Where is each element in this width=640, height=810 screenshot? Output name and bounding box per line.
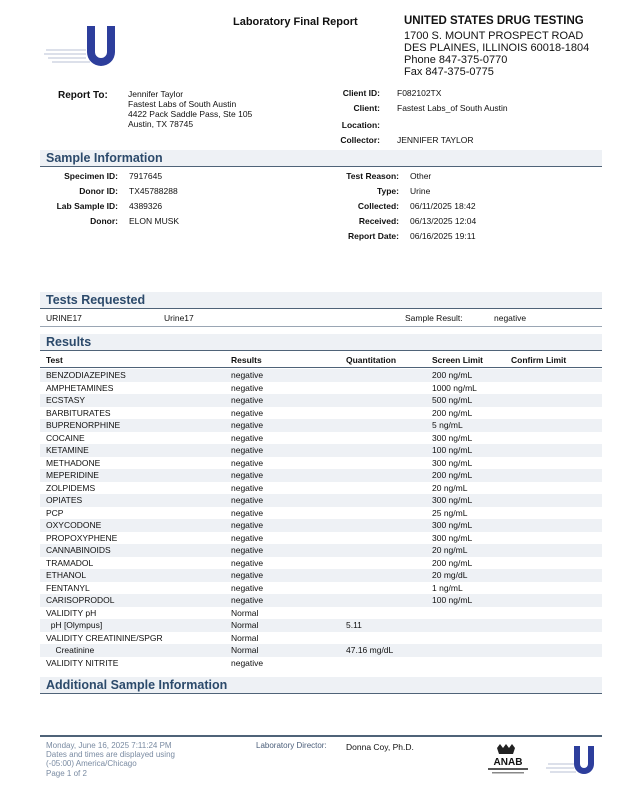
result-cell: negative xyxy=(231,520,264,530)
table-row xyxy=(40,369,602,382)
footer-tz-line-1: Dates and times are displayed using xyxy=(46,750,175,759)
result-cell: negative xyxy=(231,420,264,430)
sample-info-header xyxy=(40,150,602,167)
test-name-cell: BARBITURATES xyxy=(46,407,111,418)
donor-id-label: Donor ID: xyxy=(79,186,118,196)
screen-limit-cell: 100 ng/mL xyxy=(432,445,473,455)
test-name-cell: BUPRENORPHINE xyxy=(46,420,121,430)
test-name-cell: pH [Olympus] xyxy=(46,620,103,630)
test-name-cell: ETHANOL xyxy=(46,570,87,580)
collector-label: Collector: xyxy=(340,135,380,145)
table-row xyxy=(40,532,602,545)
table-row xyxy=(40,644,602,657)
col-quantitation: Quantitation xyxy=(346,355,397,365)
result-cell: negative xyxy=(231,370,264,380)
test-name-cell: VALIDITY NITRITE xyxy=(46,657,119,668)
sample-right-labels xyxy=(320,169,399,244)
result-cell: negative xyxy=(231,595,264,605)
client-id-value: F082102TX xyxy=(397,88,442,98)
test-name-cell: ECSTASY xyxy=(46,395,86,405)
type-label: Type: xyxy=(376,186,399,196)
table-row xyxy=(40,569,602,582)
result-cell: negative xyxy=(231,395,264,405)
report-to-line: 4422 Pack Saddle Pass, Ste 105 xyxy=(128,109,253,119)
specimen-id-value: 7917645 xyxy=(129,171,163,181)
table-row xyxy=(40,657,602,670)
tests-requested-title: Tests Requested xyxy=(46,293,146,307)
location-label: Location: xyxy=(341,120,380,130)
test-reason-label: Test Reason: xyxy=(346,171,399,181)
client-value: Fastest Labs_of South Austin xyxy=(397,103,508,113)
screen-limit-cell: 200 ng/mL xyxy=(432,470,473,480)
tests-requested-header xyxy=(40,292,602,309)
report-to-line: Fastest Labs of South Austin xyxy=(128,99,237,109)
table-row xyxy=(40,494,602,507)
test-name-cell: CANNABINOIDS xyxy=(46,545,111,555)
company-name: UNITED STATES DRUG TESTING xyxy=(404,15,584,27)
divider xyxy=(40,735,602,737)
test-name-cell: OPIATES xyxy=(46,495,83,505)
screen-limit-cell: 300 ng/mL xyxy=(432,495,473,505)
results-title: Results xyxy=(46,335,92,349)
collected-value: 06/11/2025 18:42 xyxy=(410,201,476,211)
screen-limit-cell: 25 ng/mL xyxy=(432,507,468,518)
table-row xyxy=(40,544,602,557)
collector-value: JENNIFER TAYLOR xyxy=(397,135,474,145)
sample-info-title: Sample Information xyxy=(46,151,163,165)
screen-limit-cell: 100 ng/mL xyxy=(432,595,473,605)
result-cell: negative xyxy=(231,470,264,480)
report-title: Laboratory Final Report xyxy=(233,16,358,28)
result-cell: negative xyxy=(231,432,264,443)
test-name-cell: PCP xyxy=(46,507,64,518)
table-row xyxy=(40,482,602,495)
screen-limit-cell: 500 ng/mL xyxy=(432,395,473,405)
footer-page-number: Page 1 of 2 xyxy=(46,769,87,778)
table-row xyxy=(40,457,602,470)
col-confirm-limit: Confirm Limit xyxy=(511,355,567,365)
test-name-cell: PROPOXYPHENE xyxy=(46,532,118,543)
table-row xyxy=(40,407,602,420)
test-name: Urine17 xyxy=(164,313,194,323)
results-header xyxy=(40,334,602,351)
company-address-2: DES PLAINES, ILLINOIS 60018-1804 xyxy=(404,42,590,54)
sample-result-value: negative xyxy=(494,313,527,323)
result-cell: negative xyxy=(231,445,264,455)
report-to-line: Jennifer Taylor xyxy=(128,89,184,99)
sample-result-label: Sample Result: xyxy=(405,313,463,323)
table-row xyxy=(40,607,602,620)
test-name-cell: Creatinine xyxy=(46,645,95,655)
result-cell: negative xyxy=(231,457,264,468)
screen-limit-cell: 300 ng/mL xyxy=(432,432,473,443)
test-name-cell: ZOLPIDEMS xyxy=(46,482,96,493)
result-cell: negative xyxy=(231,407,264,418)
table-row xyxy=(40,394,602,407)
result-cell: negative xyxy=(231,495,264,505)
footer-company-logo xyxy=(544,744,596,778)
test-name-cell: OXYCODONE xyxy=(46,520,102,530)
result-cell: negative xyxy=(231,532,264,543)
table-row xyxy=(40,582,602,595)
result-cell: negative xyxy=(231,482,264,493)
quantitation-cell: 5.11 xyxy=(346,620,362,630)
screen-limit-cell: 200 ng/mL xyxy=(432,370,473,380)
received-label: Received: xyxy=(358,216,399,226)
col-test: Test xyxy=(46,355,63,365)
results-column-headers xyxy=(40,354,602,368)
test-name-cell: COCAINE xyxy=(46,432,85,443)
screen-limit-cell: 200 ng/mL xyxy=(432,557,473,568)
table-row xyxy=(40,444,602,457)
test-name-cell: TRAMADOL xyxy=(46,557,94,568)
collected-label: Collected: xyxy=(357,201,399,211)
result-cell: negative xyxy=(231,545,264,555)
result-cell: Normal xyxy=(231,632,259,643)
additional-info-header xyxy=(40,677,602,694)
screen-limit-cell: 1 ng/mL xyxy=(432,582,463,593)
screen-limit-cell: 300 ng/mL xyxy=(432,532,473,543)
received-value: 06/13/2025 12:04 xyxy=(410,216,477,226)
report-to-line: Austin, TX 78745 xyxy=(128,119,194,129)
screen-limit-cell: 20 ng/mL xyxy=(432,545,468,555)
company-logo xyxy=(40,22,120,70)
test-name-cell: KETAMINE xyxy=(46,445,89,455)
result-cell: negative xyxy=(231,582,264,593)
result-cell: negative xyxy=(231,657,264,668)
lab-sample-id-value: 4389326 xyxy=(129,201,163,211)
screen-limit-cell: 1000 ng/mL xyxy=(432,382,477,393)
footer-tz-line-2: (-05:00) America/Chicago xyxy=(46,759,137,768)
table-row xyxy=(40,632,602,645)
table-row xyxy=(40,507,602,520)
company-address-1: 1700 S. MOUNT PROSPECT ROAD xyxy=(404,30,584,42)
table-row xyxy=(40,557,602,570)
lab-sample-id-label: Lab Sample ID: xyxy=(56,201,118,211)
test-reason-value: Other xyxy=(410,171,432,181)
director-name: Donna Coy, Ph.D. xyxy=(346,742,414,752)
test-name-cell: CARISOPRODOL xyxy=(46,595,115,605)
footer-date: Monday, June 16, 2025 7:11:24 PM xyxy=(46,741,172,750)
result-cell: negative xyxy=(231,382,264,393)
anab-logo xyxy=(484,742,532,778)
donor-id-value: TX45788288 xyxy=(129,186,178,196)
table-row xyxy=(40,619,602,632)
test-name-cell: FENTANYL xyxy=(46,582,90,593)
table-row xyxy=(40,594,602,607)
col-screen-limit: Screen Limit xyxy=(432,355,484,365)
sample-right-values xyxy=(410,169,476,244)
test-code: URINE17 xyxy=(46,313,82,323)
table-row xyxy=(40,519,602,532)
table-row xyxy=(40,432,602,445)
result-cell: Normal xyxy=(231,620,259,630)
anab-text: ANAB xyxy=(493,757,523,768)
result-cell: Normal xyxy=(231,645,259,655)
divider xyxy=(40,326,602,327)
table-row xyxy=(40,419,602,432)
additional-info-title: Additional Sample Information xyxy=(46,678,228,692)
company-fax: Fax 847-375-0775 xyxy=(404,66,494,78)
quantitation-cell: 47.16 mg/dL xyxy=(346,645,394,655)
screen-limit-cell: 20 mg/dL xyxy=(432,570,468,580)
result-cell: Normal xyxy=(231,607,259,618)
test-name-cell: AMPHETAMINES xyxy=(46,382,114,393)
type-value: Urine xyxy=(410,186,431,196)
test-name-cell: VALIDITY pH xyxy=(46,607,97,618)
test-name-cell: BENZODIAZEPINES xyxy=(46,370,126,380)
report-to-label: Report To: xyxy=(58,90,108,101)
result-cell: negative xyxy=(231,507,264,518)
test-name-cell: VALIDITY CREATININE/SPGR xyxy=(46,632,163,643)
result-cell: negative xyxy=(231,570,264,580)
result-cell: negative xyxy=(231,557,264,568)
report-date-value: 06/16/2025 19:11 xyxy=(410,231,476,241)
screen-limit-cell: 300 ng/mL xyxy=(432,457,473,468)
col-results: Results xyxy=(231,355,262,365)
donor-label: Donor: xyxy=(90,216,118,226)
client-label: Client: xyxy=(353,103,380,113)
company-phone: Phone 847-375-0770 xyxy=(404,54,508,66)
test-name-cell: MEPERIDINE xyxy=(46,470,99,480)
table-row xyxy=(40,382,602,395)
screen-limit-cell: 20 ng/mL xyxy=(432,482,468,493)
report-date-label: Report Date: xyxy=(347,231,399,241)
screen-limit-cell: 300 ng/mL xyxy=(432,520,473,530)
sample-left-values xyxy=(129,169,179,229)
client-id-label: Client ID: xyxy=(342,88,380,98)
donor-value: ELON MUSK xyxy=(129,216,180,226)
screen-limit-cell: 5 ng/mL xyxy=(432,420,463,430)
specimen-id-label: Specimen ID: xyxy=(64,171,118,181)
test-name-cell: METHADONE xyxy=(46,457,101,468)
director-label: Laboratory Director: xyxy=(256,741,327,750)
sample-left-labels xyxy=(40,169,118,229)
table-row xyxy=(40,469,602,482)
screen-limit-cell: 200 ng/mL xyxy=(432,407,473,418)
